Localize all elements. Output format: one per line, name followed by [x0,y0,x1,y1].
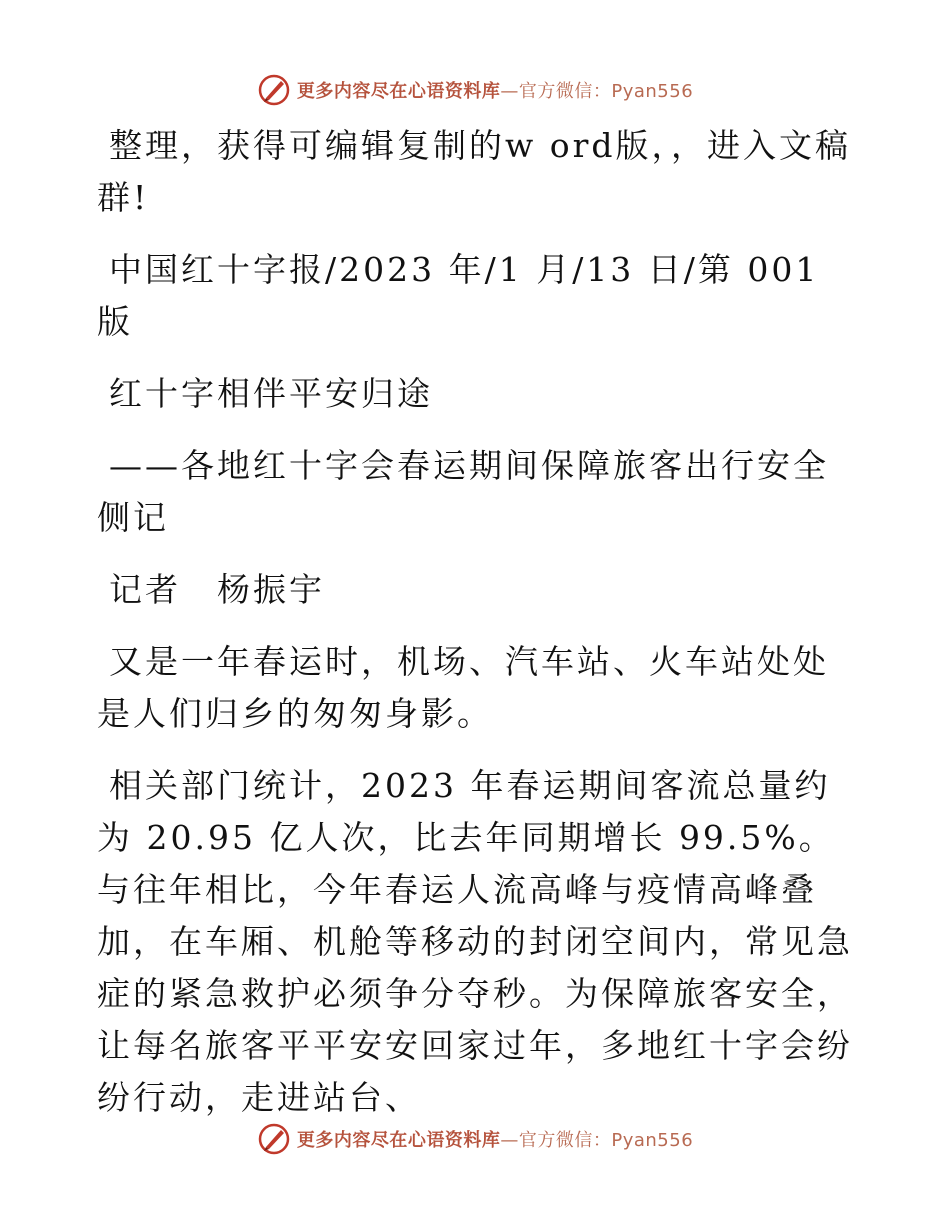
watermark-text [297,1126,693,1152]
author-byline: 记者 杨振宇 [109,570,325,609]
watermark-separator: — [500,1130,519,1151]
document-body [97,120,857,1144]
watermark-separator: — [500,81,519,102]
watermark-wechat-label: 官方微信： [518,81,612,102]
article-subtitle: ——各地红十字会春运期间保障旅客出行安全侧记 [97,446,829,537]
watermark-brand: 更多内容尽在心语资料库 [296,1130,501,1151]
body-paragraph: 相关部门统计，2023 年春运期间客流总量约为 20.95 亿人次，比去年同期增长 99.5%。与往年相比，今年春运人流高峰与疫情高峰叠加，在车厢、机舱等移动的封闭空间内，常见急症的紧急救护必须争分夺秒。为保障旅客安全，让每名旅客平平安安回家过年，多地红十字会纷纷行动，走进站台、 [97,766,853,1117]
red-quill-pen-logo-icon [257,73,291,107]
body-paragraph: 又是一年春运时，机场、汽车站、火车站处处是人们归乡的匆匆身影。 [97,642,829,733]
source-line: 中国红十字报/2023 年/1 月/13 日/第 001 版 [97,250,820,341]
red-quill-pen-logo-icon [257,1122,291,1156]
watermark-text [297,77,693,103]
watermark-brand: 更多内容尽在心语资料库 [296,81,501,102]
watermark-wechat-id: Pyan556 [611,81,694,102]
article-title: 红十字相伴平安归途 [109,374,433,413]
intro-paragraph: 整理，获得可编辑复制的w ord版，，进入文稿群! [97,126,852,217]
watermark-wechat-label: 官方微信： [518,1130,612,1151]
footer-watermark-banner [0,1119,950,1159]
header-watermark-banner [0,70,950,110]
watermark-wechat-id: Pyan556 [611,1130,694,1151]
